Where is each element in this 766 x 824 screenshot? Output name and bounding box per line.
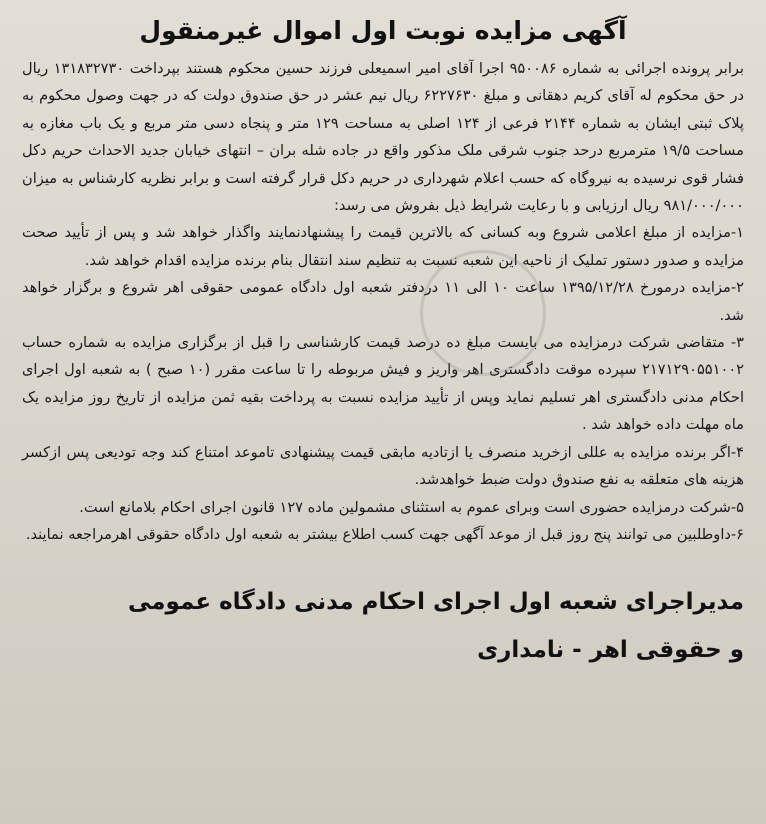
intro-paragraph: برابر پرونده اجرائی به شماره ۹۵۰۰۸۶ اجرا آقای امیر اسمیعلی فرزند حسین محکوم هستند بپرداخت ۱۳۱۸۳۲۷۳۰ ریال در حق محکوم له آقای کریم دهقانی و مبلغ ۶۲۲۷۶۳۰ ریال نیم عشر در حق صندوق دولت که در جهت وصول محکوم به پلاک ثبتی ایشان به شماره ۲۱۴۴ فرعی از ۱۲۴ اصلی به مساحت ۱۲۹ متر و پنجاه دسی متر مربع و یک باب مغازه به مساحت ۱۹/۵ مترمربع درحد جنوب شرقی ملک مذکور واقع در جاده شله بران – انتهای خیابان جدید الاحداث حریم دکل فشار قوی نرسیده به نیروگاه که حسب اعلام شهرداری در حریم دکل قرار گرفته است و برابر نظریه کارشناس به میزان ۹۸۱/۰۰۰/۰۰۰ ریال ارزیابی و با رعایت شرایط ذیل بفروش می رسد: [22, 60, 745, 215]
signature-line-2: و حقوقی اهر - نامداری [477, 637, 744, 664]
notice-title: آگهی مزایده نوبت اول اموال غیرمنقول [139, 16, 627, 45]
notice-body [22, 55, 744, 548]
clause-1: ۱-مزایده از مبلغ اعلامی شروع وبه کسانی که بالاترین قیمت را پیشنهادنمایند واگذار خواهد شد و پس از تأیید صحت مزایده و صدور دستور تملیک از ناحیه این شعبه نسبت به تنظیم سند انتقال بنام برنده مزایده اقدام خواهد شد. [22, 224, 744, 269]
clause-6: ۶-داوطلبین می توانند پنج روز قبل از موعد آگهی جهت کسب اطلاع بیشتر به شعبه اول دادگاه حقوقی اهرمراجعه نمایند. [25, 525, 744, 543]
clause-2: ۲-مزایده درمورخ ۱۳۹۵/۱۲/۲۸ ساعت ۱۰ الی ۱۱ دردفتر شعبه اول دادگاه عمومی حقوقی اهر شروع و برگزار خواهد شد. [22, 279, 744, 324]
clause-5: ۵-شرکت درمزایده حضوری است وبرای عموم به استثنای مشمولین ماده ۱۲۷ قانون اجرای احکام بلامانع است. [79, 498, 744, 516]
signature-line-1: مدیراجرای شعبه اول اجرای احکام مدنی دادگاه عمومی [128, 589, 744, 616]
clause-4: ۴-اگر برنده مزایده به عللی ازخرید منصرف یا ازتادیه مابقی قیمت پیشنهادی تاموعد امتناع کند وجه تودیعی پس ازکسر هزینه های متعلقه به نفع صندوق دولت ضبط خواهدشد. [22, 443, 744, 489]
clause-3: ۳- متقاضی شرکت درمزایده می بایست مبلغ ده درصد قیمت کارشناسی را قبل از برگزاری مزایده به شماره حساب ۲۱۷۱۲۹۰۵۵۱۰۰۲ سپرده موقت دادگستری اهر واریز و فیش مربوطه را تا ساعت مقرر (۱۰ صبح ) به شعبه اول اجرای احکام مدنی دادگستری اهر تسلیم نماید وپس از تأیید مزایده نسبت به پرداخت بقیه ثمن مزایده از تاریخ روز مزایده یک ماه مهلت داده خواهد شد . [22, 334, 744, 434]
signature-block [22, 578, 744, 674]
